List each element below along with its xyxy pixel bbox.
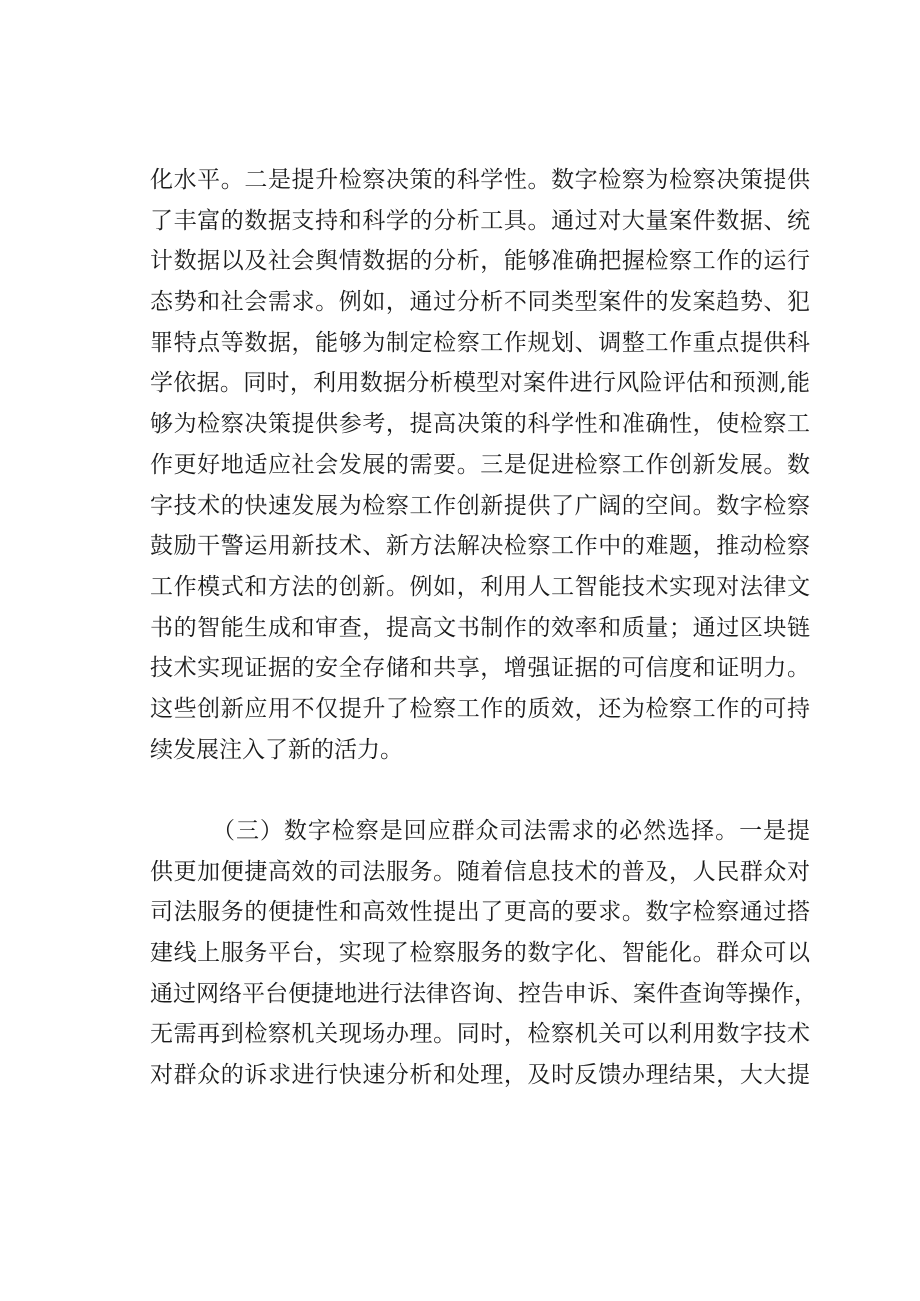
text-line: 工作模式和方法的创新。例如，利用人工智能技术实现对法律文 (150, 573, 810, 600)
text-line: 作更好地适应社会发展的需要。三是促进检察工作创新发展。数 (150, 451, 810, 478)
text-line: 学依据。同时，利用数据分析模型对案件进行风险评估和预测,能 (150, 370, 810, 397)
text-line: 无需再到检察机关现场办理。同时，检察机关可以利用数字技术 (150, 1021, 810, 1048)
text-line: 技术实现证据的安全存储和共享，增强证据的可信度和证明力。 (150, 655, 810, 682)
text-line: 建线上服务平台，实现了检察服务的数字化、智能化。群众可以 (150, 940, 810, 967)
text-line: 对群众的诉求进行快速分析和处理，及时反馈办理结果，大大提 (150, 1062, 810, 1089)
text-line: 续发展注入了新的活力。 (150, 736, 403, 763)
text-line: 化水平。二是提升检察决策的科学性。数字检察为检察决策提供 (150, 167, 810, 193)
text-line: 司法服务的便捷性和高效性提出了更高的要求。数字检察通过搭 (150, 899, 810, 926)
paragraph-1 (150, 160, 810, 770)
text-line: 字技术的快速发展为检察工作创新提供了广阔的空间。数字检察 (150, 492, 810, 519)
text-line: 供更加便捷高效的司法服务。随着信息技术的普及，人民群众对 (150, 858, 810, 885)
text-line: 书的智能生成和审查，提高文书制作的效率和质量；通过区块链 (150, 614, 810, 641)
text-line: 计数据以及社会舆情数据的分析，能够准确把握检察工作的运行 (150, 248, 810, 275)
text-line: （三）数字检察是回应群众司法需求的必然选择。一是提 (212, 818, 810, 844)
text-line: 通过网络平台便捷地进行法律咨询、控告申诉、案件查询等操作， (150, 980, 817, 1007)
paragraph-2 (150, 811, 817, 1096)
text-line: 够为检察决策提供参考，提高决策的科学性和准确性，使检察工 (150, 411, 810, 438)
text-line: 罪特点等数据，能够为制定检察工作规划、调整工作重点提供科 (150, 329, 810, 356)
text-line: 这些创新应用不仅提升了检察工作的质效，还为检察工作的可持 (150, 695, 810, 722)
text-line: 鼓励干警运用新技术、新方法解决检察工作中的难题，推动检察 (150, 533, 810, 560)
text-line: 了丰富的数据支持和科学的分析工具。通过对大量案件数据、统 (150, 207, 810, 234)
text-line: 态势和社会需求。例如，通过分析不同类型案件的发案趋势、犯 (150, 289, 810, 316)
